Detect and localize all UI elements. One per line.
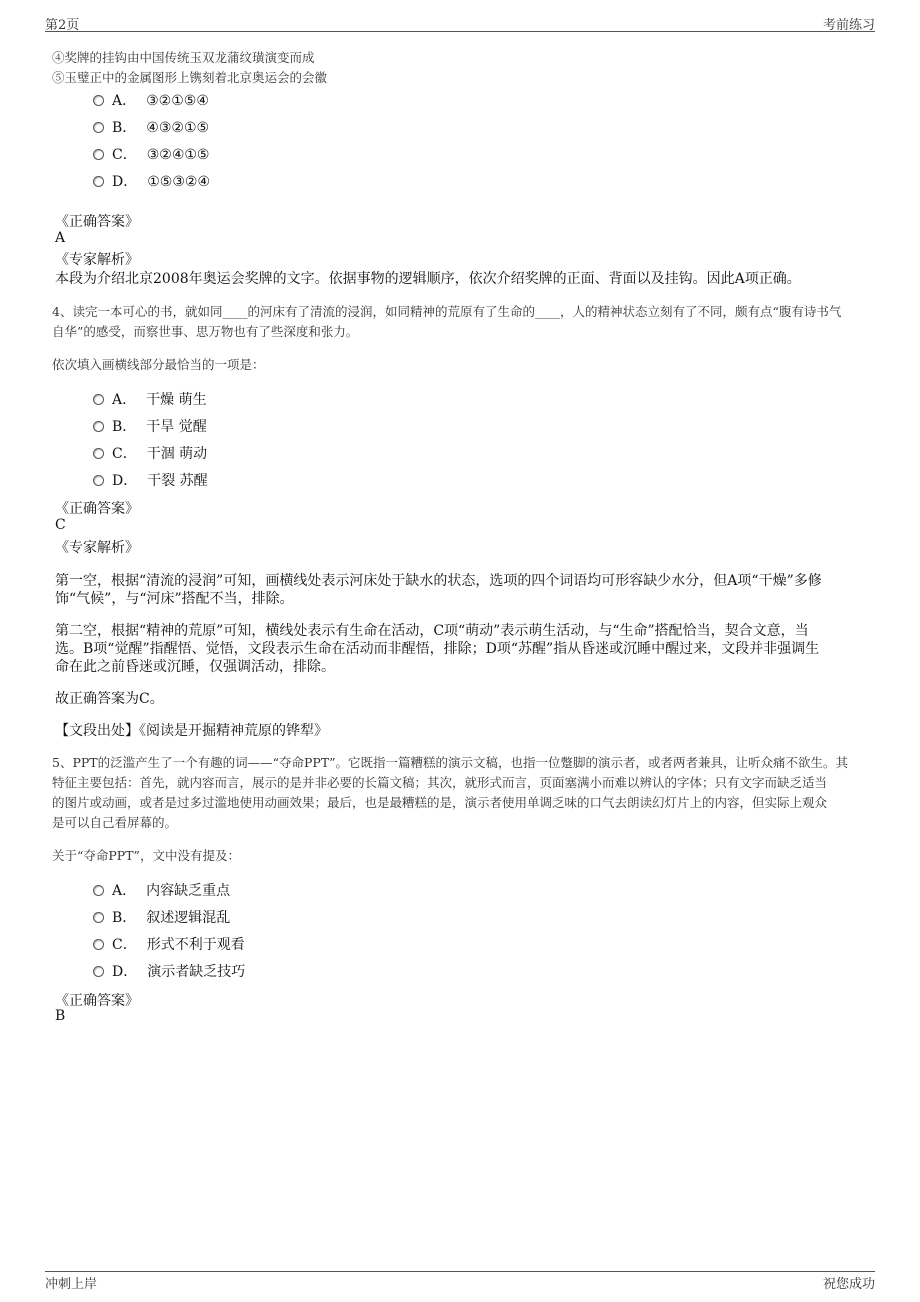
q4-option-b[interactable]: B． 干旱 觉醒 [93,416,207,436]
q5-option-b[interactable]: B． 叙述逻辑混乱 [93,907,230,927]
q4-option-d[interactable]: D． 干裂 苏醒 [93,470,208,490]
q5-answer: B [55,1008,66,1024]
radio-icon[interactable] [93,912,104,923]
q4-answer: C [55,517,66,533]
q4-analysis-p2-line-1: 第二空，根据“精神的荒原”可知，横线处表示有生命在活动，C项“萌动”表示萌生活动，与“生命”搭配恰当，契合文意，当 [55,623,809,639]
q5-stem-line-2: 特征主要包括：首先，就内容而言，展示的是并非必要的长篇文稿；其次，就形式而言，页面塞满小而难以辨认的字体；只有文字而缺乏适当 [52,775,828,790]
q5-option-a[interactable]: A． 内容缺乏重点 [93,880,230,900]
header-title: 考前练习 [822,18,875,33]
q4-stem-line-1: 4、读完一本可心的书，就如同____的河床有了清流的浸润，如同精神的荒原有了生命的____，人的精神状态立刻有了不同，颇有点“腹有诗书气 [52,304,842,319]
radio-icon[interactable] [93,421,104,432]
radio-icon[interactable] [93,475,104,486]
q3-option-d[interactable]: D． ①⑤③②④ [93,171,210,191]
q5-prompt: 关于“夺命PPT”，文中没有提及： [52,848,240,863]
radio-icon[interactable] [93,122,104,133]
q4-prompt: 依次填入画横线部分最恰当的一项是： [52,357,265,372]
q4-analysis-p1-line-1: 第一空，根据“清流的浸润”可知，画横线处表示河床处于缺水的状态，选项的四个词语均可形容缺少水分，但A项“干燥”多修 [55,573,822,589]
q4-analysis-p2-line-2: 选。B项“觉醒”指醒悟、觉悟，文段表示生命在活动而非醒悟，排除；D项“苏醒”指从昏迷或沉睡中醒过来，文段并非强调生 [55,641,820,657]
radio-icon[interactable] [93,448,104,459]
q3-answer-label: 《正确答案》 [55,214,139,230]
footer-left: 冲刺上岸 [45,1277,98,1292]
page-footer [45,1271,875,1294]
q3-analysis-label: 《专家解析》 [55,252,139,268]
radio-icon[interactable] [93,95,104,106]
q3-option-a[interactable]: A． ③②①⑤④ [93,90,209,110]
radio-icon[interactable] [93,939,104,950]
q4-analysis-label: 《专家解析》 [55,540,139,556]
page-header [45,12,875,32]
q4-analysis-p2-line-3: 命在此之前昏迷或沉睡，仅强调活动，排除。 [55,659,335,675]
q4-conclusion: 故正确答案为C。 [55,691,164,707]
q3-answer: A [55,230,66,246]
q5-option-c[interactable]: C． 形式不利于观看 [93,934,245,954]
q4-source: 【文段出处】《阅读是开掘精神荒原的铧犁》 [55,723,328,739]
q4-analysis-p1-line-2: 饰“气候”，与“河床”搭配不当，排除。 [55,591,294,607]
q5-stem-line-3: 的图片或动画，或者是过多过滥地使用动画效果；最后，也是最糟糕的是，演示者使用单调乏味的口气去朗读幻灯片上的内容，但实际上观众 [52,795,828,810]
footer-right: 祝您成功 [822,1277,875,1292]
q3-line-4: ④奖牌的挂钩由中国传统玉双龙蒲纹璜演变而成 [52,50,315,65]
q3-option-b[interactable]: B． ④③②①⑤ [93,117,209,137]
q4-stem-line-2: 自华”的感受，而察世事、思万物也有了些深度和张力。 [52,324,359,339]
q3-analysis: 本段为介绍北京2008年奥运会奖牌的文字。依据事物的逻辑顺序，依次介绍奖牌的正面、背面以及挂钩。因此A项正确。 [55,271,801,287]
page-number: 第2页 [45,18,80,33]
q3-line-5: ⑤玉璧正中的金属图形上镌刻着北京奥运会的会徽 [52,70,328,85]
q5-stem-line-4: 是可以自己看屏幕的。 [52,815,178,830]
radio-icon[interactable] [93,966,104,977]
radio-icon[interactable] [93,885,104,896]
q3-option-c[interactable]: C． ③②④①⑤ [93,144,209,164]
radio-icon[interactable] [93,176,104,187]
q5-stem-line-1: 5、PPT的泛滥产生了一个有趣的词——“夺命PPT”。它既指一篇糟糕的演示文稿，也指一位蹩脚的演示者，或者两者兼具，让听众痛不欲生。其 [52,755,849,770]
q4-answer-label: 《正确答案》 [55,501,139,517]
q5-option-d[interactable]: D． 演示者缺乏技巧 [93,961,245,981]
q5-answer-label: 《正确答案》 [55,993,139,1009]
q4-option-a[interactable]: A． 干燥 萌生 [93,389,207,409]
radio-icon[interactable] [93,149,104,160]
q4-option-c[interactable]: C． 干涸 萌动 [93,443,207,463]
radio-icon[interactable] [93,394,104,405]
